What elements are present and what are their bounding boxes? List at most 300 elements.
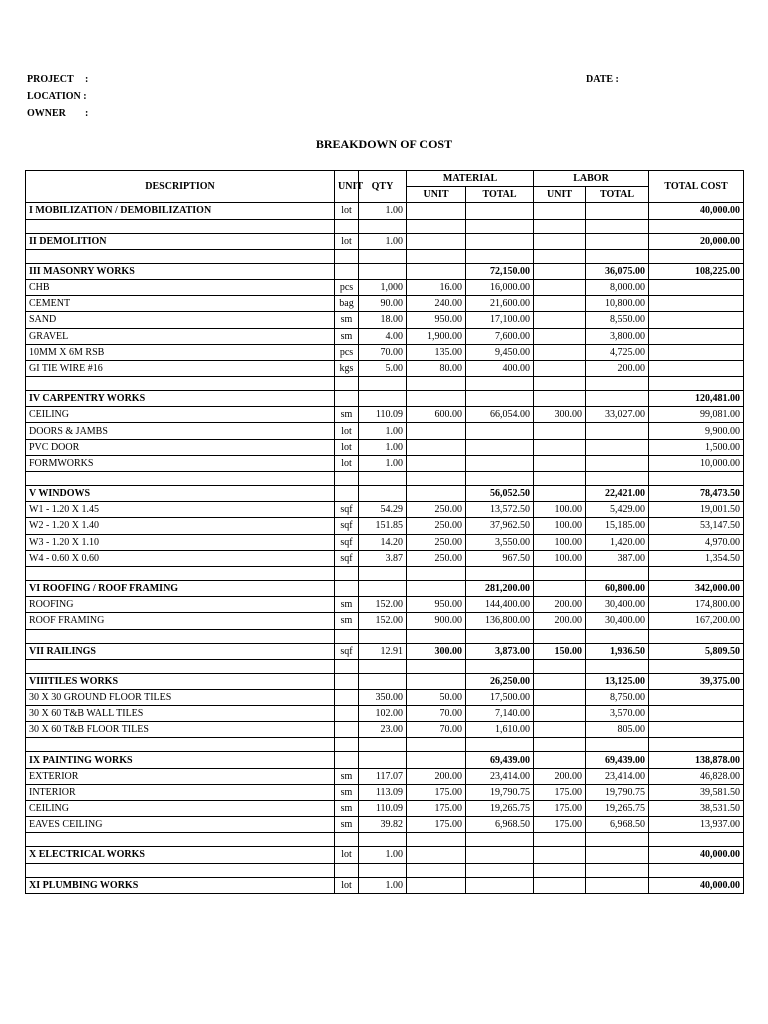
cell-material-unit: 175.00 bbox=[407, 784, 466, 800]
cell-unit: sm bbox=[335, 597, 359, 613]
cell-total-cost: 13,937.00 bbox=[649, 817, 744, 833]
cell-material-unit: 600.00 bbox=[407, 407, 466, 423]
cell-unit bbox=[335, 673, 359, 689]
empty-cell bbox=[335, 659, 359, 673]
date-label: DATE : bbox=[586, 74, 619, 85]
empty-cell bbox=[534, 472, 586, 486]
cell-material-unit: 250.00 bbox=[407, 502, 466, 518]
table-row bbox=[26, 550, 744, 566]
cell-labor-total: 33,027.00 bbox=[586, 407, 649, 423]
cell-qty bbox=[359, 391, 407, 407]
cell-description: GI TIE WIRE #16 bbox=[26, 360, 335, 376]
section-row bbox=[26, 673, 744, 689]
empty-cell bbox=[407, 219, 466, 233]
empty-cell bbox=[586, 249, 649, 263]
cell-unit: sm bbox=[335, 312, 359, 328]
cell-labor-total: 200.00 bbox=[586, 360, 649, 376]
cell-labor-total: 805.00 bbox=[586, 722, 649, 738]
cell-unit: lot bbox=[335, 847, 359, 863]
owner-field bbox=[27, 108, 88, 119]
cell-unit bbox=[335, 580, 359, 596]
empty-cell bbox=[586, 738, 649, 752]
cell-unit: sqf bbox=[335, 518, 359, 534]
empty-cell bbox=[407, 833, 466, 847]
cell-labor-unit bbox=[534, 279, 586, 295]
cell-qty bbox=[359, 580, 407, 596]
cell-description: 30 X 60 T&B WALL TILES bbox=[26, 706, 335, 722]
cell-qty: 152.00 bbox=[359, 613, 407, 629]
cell-unit: sm bbox=[335, 328, 359, 344]
cell-description: 10MM X 6M RSB bbox=[26, 344, 335, 360]
cell-qty: 70.00 bbox=[359, 344, 407, 360]
section-row bbox=[26, 877, 744, 893]
cell-labor-unit: 175.00 bbox=[534, 801, 586, 817]
cell-unit: sm bbox=[335, 768, 359, 784]
cell-qty: 39.82 bbox=[359, 817, 407, 833]
empty-cell bbox=[466, 249, 534, 263]
empty-cell bbox=[407, 472, 466, 486]
section-row bbox=[26, 233, 744, 249]
cell-labor-unit bbox=[534, 722, 586, 738]
cell-unit: lot bbox=[335, 455, 359, 471]
cell-material-unit: 80.00 bbox=[407, 360, 466, 376]
cell-labor-total: 387.00 bbox=[586, 550, 649, 566]
cell-description: CEILING bbox=[26, 801, 335, 817]
empty-cell bbox=[26, 833, 335, 847]
empty-cell bbox=[649, 738, 744, 752]
cell-material-unit bbox=[407, 877, 466, 893]
cell-labor-unit bbox=[534, 296, 586, 312]
cell-qty: 5.00 bbox=[359, 360, 407, 376]
cell-unit bbox=[335, 486, 359, 502]
spacer-row bbox=[26, 249, 744, 263]
empty-cell bbox=[407, 377, 466, 391]
cell-labor-unit bbox=[534, 423, 586, 439]
cell-total-cost bbox=[649, 328, 744, 344]
table-row bbox=[26, 706, 744, 722]
cell-description: IX PAINTING WORKS bbox=[26, 752, 335, 768]
cell-material-total: 144,400.00 bbox=[466, 597, 534, 613]
empty-cell bbox=[466, 833, 534, 847]
header-unit: UNIT bbox=[335, 171, 359, 203]
cell-material-total: 136,800.00 bbox=[466, 613, 534, 629]
cell-qty bbox=[359, 673, 407, 689]
empty-cell bbox=[649, 472, 744, 486]
spacer-row bbox=[26, 738, 744, 752]
cell-labor-unit bbox=[534, 312, 586, 328]
cell-description: X ELECTRICAL WORKS bbox=[26, 847, 335, 863]
cell-qty: 1.00 bbox=[359, 877, 407, 893]
table-row bbox=[26, 423, 744, 439]
cell-labor-total bbox=[586, 233, 649, 249]
cell-material-unit bbox=[407, 263, 466, 279]
cell-total-cost: 40,000.00 bbox=[649, 203, 744, 219]
empty-cell bbox=[26, 377, 335, 391]
empty-cell bbox=[26, 629, 335, 643]
cell-material-total: 19,790.75 bbox=[466, 784, 534, 800]
cell-qty: 1.00 bbox=[359, 439, 407, 455]
cell-labor-total: 15,185.00 bbox=[586, 518, 649, 534]
header-qty: QTY bbox=[359, 171, 407, 203]
cell-labor-total: 23,414.00 bbox=[586, 768, 649, 784]
cell-total-cost bbox=[649, 344, 744, 360]
empty-cell bbox=[407, 566, 466, 580]
cell-unit bbox=[335, 706, 359, 722]
cell-labor-total: 30,400.00 bbox=[586, 597, 649, 613]
cell-description: II DEMOLITION bbox=[26, 233, 335, 249]
table-row bbox=[26, 360, 744, 376]
empty-cell bbox=[359, 566, 407, 580]
location-label: LOCATION : bbox=[27, 91, 87, 102]
empty-cell bbox=[466, 566, 534, 580]
spacer-row bbox=[26, 377, 744, 391]
cell-description: 30 X 60 T&B FLOOR TILES bbox=[26, 722, 335, 738]
cell-material-unit: 175.00 bbox=[407, 801, 466, 817]
cell-total-cost: 120,481.00 bbox=[649, 391, 744, 407]
empty-cell bbox=[466, 738, 534, 752]
cell-qty: 1.00 bbox=[359, 233, 407, 249]
cell-total-cost: 174,800.00 bbox=[649, 597, 744, 613]
cell-unit: lot bbox=[335, 439, 359, 455]
cell-qty: 350.00 bbox=[359, 689, 407, 705]
cell-total-cost: 167,200.00 bbox=[649, 613, 744, 629]
cell-qty: 18.00 bbox=[359, 312, 407, 328]
cell-qty: 117.07 bbox=[359, 768, 407, 784]
cell-unit: sqf bbox=[335, 550, 359, 566]
empty-cell bbox=[26, 249, 335, 263]
cell-material-total: 13,572.50 bbox=[466, 502, 534, 518]
empty-cell bbox=[407, 659, 466, 673]
cell-description: V WINDOWS bbox=[26, 486, 335, 502]
spacer-row bbox=[26, 863, 744, 877]
empty-cell bbox=[586, 377, 649, 391]
cell-unit bbox=[335, 722, 359, 738]
cell-material-unit: 175.00 bbox=[407, 817, 466, 833]
table-row bbox=[26, 784, 744, 800]
cell-labor-unit: 175.00 bbox=[534, 817, 586, 833]
cell-labor-unit bbox=[534, 360, 586, 376]
cell-material-total: 66,054.00 bbox=[466, 407, 534, 423]
cell-labor-unit bbox=[534, 689, 586, 705]
cell-material-unit: 200.00 bbox=[407, 768, 466, 784]
empty-cell bbox=[359, 833, 407, 847]
cell-material-total bbox=[466, 847, 534, 863]
cell-material-total: 281,200.00 bbox=[466, 580, 534, 596]
cell-description: W4 - 0.60 X 0.60 bbox=[26, 550, 335, 566]
cell-total-cost: 39,375.00 bbox=[649, 673, 744, 689]
empty-cell bbox=[649, 659, 744, 673]
empty-cell bbox=[649, 629, 744, 643]
cell-labor-unit: 100.00 bbox=[534, 518, 586, 534]
empty-cell bbox=[586, 659, 649, 673]
cell-qty: 1,000 bbox=[359, 279, 407, 295]
table-row bbox=[26, 344, 744, 360]
cell-total-cost: 40,000.00 bbox=[649, 877, 744, 893]
cell-qty: 1.00 bbox=[359, 847, 407, 863]
cell-qty bbox=[359, 263, 407, 279]
table-body bbox=[26, 203, 744, 893]
cell-material-total: 6,968.50 bbox=[466, 817, 534, 833]
cell-unit: bag bbox=[335, 296, 359, 312]
cell-labor-total bbox=[586, 203, 649, 219]
empty-cell bbox=[359, 738, 407, 752]
empty-cell bbox=[26, 659, 335, 673]
spacer-row bbox=[26, 566, 744, 580]
cell-material-total bbox=[466, 877, 534, 893]
cell-material-total bbox=[466, 203, 534, 219]
cell-material-unit: 240.00 bbox=[407, 296, 466, 312]
cell-material-unit: 950.00 bbox=[407, 312, 466, 328]
cell-unit: kgs bbox=[335, 360, 359, 376]
spacer-row bbox=[26, 629, 744, 643]
cell-unit: sqf bbox=[335, 502, 359, 518]
cell-unit: lot bbox=[335, 203, 359, 219]
cell-labor-total: 60,800.00 bbox=[586, 580, 649, 596]
cell-labor-unit bbox=[534, 706, 586, 722]
empty-cell bbox=[649, 219, 744, 233]
cell-unit: sqf bbox=[335, 643, 359, 659]
cell-material-unit: 70.00 bbox=[407, 706, 466, 722]
owner-label: OWNER bbox=[27, 108, 66, 119]
empty-cell bbox=[534, 566, 586, 580]
cell-material-unit: 300.00 bbox=[407, 643, 466, 659]
cell-description: ROOF FRAMING bbox=[26, 613, 335, 629]
empty-cell bbox=[466, 629, 534, 643]
cell-description: PVC DOOR bbox=[26, 439, 335, 455]
cell-description: VII RAILINGS bbox=[26, 643, 335, 659]
cell-total-cost bbox=[649, 312, 744, 328]
cell-unit: lot bbox=[335, 423, 359, 439]
empty-cell bbox=[534, 863, 586, 877]
cell-labor-unit bbox=[534, 673, 586, 689]
cell-description: EAVES CEILING bbox=[26, 817, 335, 833]
table-row bbox=[26, 455, 744, 471]
cell-labor-total: 6,968.50 bbox=[586, 817, 649, 833]
empty-cell bbox=[466, 377, 534, 391]
cell-material-total: 37,962.50 bbox=[466, 518, 534, 534]
cell-labor-unit bbox=[534, 486, 586, 502]
cell-unit bbox=[335, 391, 359, 407]
location-field bbox=[27, 91, 87, 102]
table-row bbox=[26, 296, 744, 312]
cell-labor-unit bbox=[534, 263, 586, 279]
cell-material-total bbox=[466, 391, 534, 407]
cell-material-unit: 70.00 bbox=[407, 722, 466, 738]
cell-material-unit bbox=[407, 580, 466, 596]
cell-material-unit bbox=[407, 233, 466, 249]
empty-cell bbox=[586, 472, 649, 486]
empty-cell bbox=[335, 377, 359, 391]
cell-labor-total bbox=[586, 439, 649, 455]
cell-description: 30 X 30 GROUND FLOOR TILES bbox=[26, 689, 335, 705]
cell-labor-total: 10,800.00 bbox=[586, 296, 649, 312]
cell-qty: 90.00 bbox=[359, 296, 407, 312]
cell-qty: 54.29 bbox=[359, 502, 407, 518]
cell-material-total: 7,140.00 bbox=[466, 706, 534, 722]
cell-description: CEMENT bbox=[26, 296, 335, 312]
cell-description: ROOFING bbox=[26, 597, 335, 613]
cell-material-total: 56,052.50 bbox=[466, 486, 534, 502]
cell-total-cost: 99,081.00 bbox=[649, 407, 744, 423]
cell-total-cost: 9,900.00 bbox=[649, 423, 744, 439]
cell-unit: sm bbox=[335, 407, 359, 423]
cell-material-total: 3,873.00 bbox=[466, 643, 534, 659]
cell-labor-total: 8,000.00 bbox=[586, 279, 649, 295]
table-row bbox=[26, 689, 744, 705]
empty-cell bbox=[586, 833, 649, 847]
section-row bbox=[26, 391, 744, 407]
empty-cell bbox=[534, 377, 586, 391]
empty-cell bbox=[407, 863, 466, 877]
empty-cell bbox=[335, 566, 359, 580]
header-labor: LABOR bbox=[534, 171, 649, 187]
cell-total-cost bbox=[649, 706, 744, 722]
cell-description: SAND bbox=[26, 312, 335, 328]
section-row bbox=[26, 263, 744, 279]
empty-cell bbox=[534, 249, 586, 263]
section-row bbox=[26, 752, 744, 768]
cost-breakdown-table bbox=[25, 170, 744, 894]
empty-cell bbox=[359, 219, 407, 233]
empty-cell bbox=[335, 833, 359, 847]
table-row bbox=[26, 768, 744, 784]
cell-labor-total: 22,421.00 bbox=[586, 486, 649, 502]
cell-qty bbox=[359, 486, 407, 502]
cell-material-total: 17,500.00 bbox=[466, 689, 534, 705]
project-field bbox=[27, 74, 88, 85]
cell-total-cost: 1,354.50 bbox=[649, 550, 744, 566]
empty-cell bbox=[335, 863, 359, 877]
cell-labor-unit bbox=[534, 203, 586, 219]
cell-material-total bbox=[466, 455, 534, 471]
empty-cell bbox=[359, 472, 407, 486]
cell-material-total bbox=[466, 423, 534, 439]
empty-cell bbox=[534, 659, 586, 673]
cell-unit bbox=[335, 689, 359, 705]
cell-material-unit: 1,900.00 bbox=[407, 328, 466, 344]
cell-material-unit: 135.00 bbox=[407, 344, 466, 360]
cell-total-cost: 46,828.00 bbox=[649, 768, 744, 784]
cell-description: DOORS & JAMBS bbox=[26, 423, 335, 439]
section-row bbox=[26, 580, 744, 596]
cell-material-total: 3,550.00 bbox=[466, 534, 534, 550]
cell-description: CHB bbox=[26, 279, 335, 295]
cell-qty: 23.00 bbox=[359, 722, 407, 738]
cell-labor-unit bbox=[534, 847, 586, 863]
empty-cell bbox=[407, 249, 466, 263]
cell-qty: 113.09 bbox=[359, 784, 407, 800]
cell-labor-total: 13,125.00 bbox=[586, 673, 649, 689]
cell-description: VI ROOFING / ROOF FRAMING bbox=[26, 580, 335, 596]
date-field bbox=[586, 74, 619, 85]
section-row bbox=[26, 486, 744, 502]
cell-material-unit bbox=[407, 752, 466, 768]
cell-labor-unit: 100.00 bbox=[534, 550, 586, 566]
cell-total-cost: 108,225.00 bbox=[649, 263, 744, 279]
cell-qty: 1.00 bbox=[359, 455, 407, 471]
cell-material-unit bbox=[407, 673, 466, 689]
table-row bbox=[26, 722, 744, 738]
cell-total-cost: 78,473.50 bbox=[649, 486, 744, 502]
table-row bbox=[26, 518, 744, 534]
cell-labor-total: 4,725.00 bbox=[586, 344, 649, 360]
cell-labor-total bbox=[586, 877, 649, 893]
table-row bbox=[26, 817, 744, 833]
empty-cell bbox=[649, 566, 744, 580]
cell-total-cost: 20,000.00 bbox=[649, 233, 744, 249]
cell-unit: sm bbox=[335, 613, 359, 629]
empty-cell bbox=[466, 659, 534, 673]
cell-labor-unit bbox=[534, 439, 586, 455]
empty-cell bbox=[26, 738, 335, 752]
cell-labor-total: 8,550.00 bbox=[586, 312, 649, 328]
cell-unit: sqf bbox=[335, 534, 359, 550]
cell-labor-unit: 100.00 bbox=[534, 534, 586, 550]
empty-cell bbox=[359, 863, 407, 877]
empty-cell bbox=[26, 472, 335, 486]
empty-cell bbox=[534, 833, 586, 847]
header-total-cost: TOTAL COST bbox=[649, 171, 744, 203]
cell-material-unit bbox=[407, 203, 466, 219]
cell-labor-total: 8,750.00 bbox=[586, 689, 649, 705]
empty-cell bbox=[26, 566, 335, 580]
cell-total-cost bbox=[649, 296, 744, 312]
cell-description: XI PLUMBING WORKS bbox=[26, 877, 335, 893]
empty-cell bbox=[649, 863, 744, 877]
cell-material-total: 17,100.00 bbox=[466, 312, 534, 328]
cell-labor-total: 19,790.75 bbox=[586, 784, 649, 800]
cell-unit: sm bbox=[335, 817, 359, 833]
cell-total-cost: 5,809.50 bbox=[649, 643, 744, 659]
spacer-row bbox=[26, 219, 744, 233]
empty-cell bbox=[586, 219, 649, 233]
section-row bbox=[26, 643, 744, 659]
empty-cell bbox=[359, 249, 407, 263]
table-row bbox=[26, 279, 744, 295]
cell-material-total: 21,600.00 bbox=[466, 296, 534, 312]
cell-material-unit: 50.00 bbox=[407, 689, 466, 705]
header-description: DESCRIPTION bbox=[26, 171, 335, 203]
cell-material-unit bbox=[407, 847, 466, 863]
empty-cell bbox=[335, 472, 359, 486]
cell-total-cost: 1,500.00 bbox=[649, 439, 744, 455]
cell-material-unit: 250.00 bbox=[407, 534, 466, 550]
cell-total-cost: 53,147.50 bbox=[649, 518, 744, 534]
cell-material-total: 26,250.00 bbox=[466, 673, 534, 689]
cell-labor-total bbox=[586, 847, 649, 863]
spacer-row bbox=[26, 833, 744, 847]
cell-description: GRAVEL bbox=[26, 328, 335, 344]
cell-description: III MASONRY WORKS bbox=[26, 263, 335, 279]
empty-cell bbox=[359, 659, 407, 673]
empty-cell bbox=[335, 219, 359, 233]
cell-material-unit: 900.00 bbox=[407, 613, 466, 629]
cell-total-cost: 39,581.50 bbox=[649, 784, 744, 800]
cell-description: I MOBILIZATION / DEMOBILIZATION bbox=[26, 203, 335, 219]
cell-material-unit bbox=[407, 391, 466, 407]
cell-qty bbox=[359, 752, 407, 768]
table-row bbox=[26, 328, 744, 344]
table-header bbox=[26, 171, 744, 203]
empty-cell bbox=[26, 863, 335, 877]
cell-labor-total: 1,936.50 bbox=[586, 643, 649, 659]
header-labor-total: TOTAL bbox=[586, 187, 649, 203]
table-row bbox=[26, 407, 744, 423]
cell-labor-total: 69,439.00 bbox=[586, 752, 649, 768]
cell-description: W3 - 1.20 X 1.10 bbox=[26, 534, 335, 550]
cell-qty: 14.20 bbox=[359, 534, 407, 550]
table-row bbox=[26, 502, 744, 518]
